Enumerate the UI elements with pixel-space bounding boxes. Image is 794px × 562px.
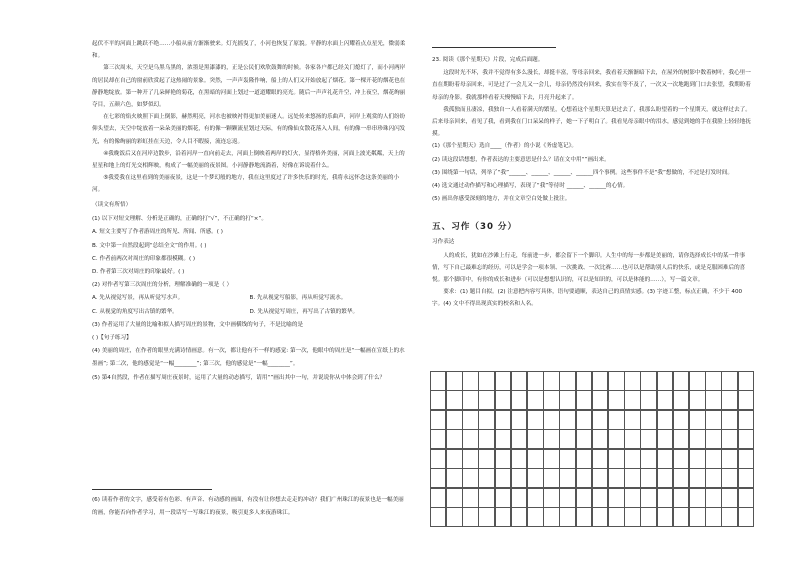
grid-cell[interactable]: [543, 390, 560, 410]
question-5: (5) 第4自然段，作者在描写周庄夜景时，运用了大量的动态描写，请用“”画出其中一句，并说说你从中体会到了什么？: [92, 374, 386, 381]
grid-cell[interactable]: [689, 488, 706, 508]
grid-cell[interactable]: [640, 371, 657, 391]
passage-paragraph: 第三次周末，天空是乌黑乌黑的，浓墨是黑漆漆的，正是公民们欢欣鼓舞的时候。各家各户都已经关门熄灯了，而小河两岸的居民却在自己的窗前欣赏起了这热闹的景象。突然，一声声轰隆作响，船上的人们又开始放起了烟花。第一棵开花的烟花也在静静地绽放。第一种开了几朵鲜艳的菊花，在黑暗的河面上划过一道道耀眼的亮光。随后一声声礼花升空，冲上夜空，烟花绚丽夺目，五颜六色，如梦似幻。: [92, 65, 406, 109]
grid-cell[interactable]: [495, 390, 512, 410]
grid-cell[interactable]: [624, 429, 641, 449]
grid-cell[interactable]: [462, 390, 479, 410]
grid-cell[interactable]: [527, 507, 544, 527]
grid-cell[interactable]: [511, 507, 528, 527]
grid-cell[interactable]: [689, 468, 706, 488]
q2-option-b: B. 先从视觉写船影，再从听觉写流水。: [249, 295, 347, 302]
grid-cell[interactable]: [640, 507, 657, 527]
grid-cell[interactable]: [576, 429, 593, 449]
grid-cell[interactable]: [543, 371, 560, 391]
grid-cell[interactable]: [738, 429, 755, 449]
grid-cell[interactable]: [738, 410, 755, 430]
grid-cell[interactable]: [657, 371, 674, 391]
question-3-tag: ( )【句子练习】: [92, 334, 132, 341]
grid-cell[interactable]: [576, 390, 593, 410]
grid-cell[interactable]: [543, 429, 560, 449]
grid-cell[interactable]: [738, 488, 755, 508]
grid-cell[interactable]: [430, 371, 447, 391]
reading-question: (4) 选文通过动作描写和心理描写，表现了“我”等待时 ______、______的心情。: [432, 183, 629, 190]
grid-cell[interactable]: [657, 429, 674, 449]
grid-cell[interactable]: [689, 390, 706, 410]
grid-cell[interactable]: [640, 390, 657, 410]
grid-cell[interactable]: [478, 371, 495, 391]
grid-cell[interactable]: [738, 449, 755, 469]
grid-cell[interactable]: [527, 390, 544, 410]
grid-cell[interactable]: [559, 410, 576, 430]
question-3: (3) 作者运用了大量的比喻和拟人描写周庄的景物，文中画横线的句子，不是比喻的是: [92, 321, 304, 328]
reading-question: (1)《那个星期天》选自____（作者）的小说《务虚笔记》。: [432, 143, 577, 150]
grid-cell[interactable]: [592, 468, 609, 488]
grid-cell[interactable]: [576, 507, 593, 527]
grid-cell[interactable]: [705, 410, 722, 430]
grid-cell[interactable]: [430, 468, 447, 488]
grid-cell[interactable]: [592, 429, 609, 449]
grid-cell[interactable]: [608, 449, 625, 469]
grid-cell[interactable]: [462, 429, 479, 449]
answer-line: [92, 489, 212, 490]
grid-cell[interactable]: [608, 468, 625, 488]
grid-cell[interactable]: [673, 449, 690, 469]
grid-cell[interactable]: [543, 468, 560, 488]
grid-cell[interactable]: [624, 410, 641, 430]
grid-cell[interactable]: [559, 507, 576, 527]
q2-option-d: D. 先从视觉写周庄，再写出了古镇的繁华。: [249, 308, 359, 315]
grid-cell[interactable]: [559, 371, 576, 391]
grid-cell[interactable]: [478, 468, 495, 488]
grid-cell[interactable]: [721, 429, 738, 449]
grid-cell[interactable]: [657, 390, 674, 410]
grid-cell[interactable]: [624, 468, 641, 488]
grid-cell[interactable]: [689, 410, 706, 430]
grid-cell[interactable]: [705, 468, 722, 488]
grid-cell[interactable]: [511, 449, 528, 469]
grid-cell[interactable]: [592, 390, 609, 410]
grid-cell[interactable]: [559, 429, 576, 449]
grid-cell[interactable]: [495, 488, 512, 508]
reading-paragraph: 这段时光不坏，我并不觉得有多么漫长，却挺丰富，等母亲回来，我看着天渐渐暗下去，在屋外的树影中数着树叶，我心里一直在期盼着母亲回来，可是过了一会儿又一会儿，母亲仍然没有回来，我实在等不及了，一次又一次地跑到门口去张望，我期盼着母亲的身影。我就那样看着天慢慢暗下去，月亮升起来了。: [432, 70, 751, 101]
grid-cell[interactable]: [721, 390, 738, 410]
grid-cell[interactable]: [608, 429, 625, 449]
grid-cell[interactable]: [462, 468, 479, 488]
grid-cell[interactable]: [624, 488, 641, 508]
grid-cell[interactable]: [673, 507, 690, 527]
grid-cell[interactable]: [624, 507, 641, 527]
grid-cell[interactable]: [705, 507, 722, 527]
answer-line: [432, 47, 556, 48]
q2-options-row: [92, 292, 407, 305]
right-column: [432, 54, 754, 311]
grid-cell[interactable]: [511, 410, 528, 430]
grid-cell[interactable]: [462, 410, 479, 430]
grid-cell[interactable]: [705, 449, 722, 469]
grid-cell[interactable]: [738, 468, 755, 488]
writing-grid[interactable]: [430, 371, 754, 527]
grid-cell[interactable]: [446, 468, 463, 488]
grid-cell[interactable]: [705, 429, 722, 449]
grid-cell[interactable]: [721, 507, 738, 527]
grid-cell[interactable]: [543, 449, 560, 469]
grid-cell[interactable]: [495, 410, 512, 430]
grid-cell[interactable]: [478, 507, 495, 527]
grid-cell[interactable]: [478, 488, 495, 508]
grid-cell[interactable]: [592, 507, 609, 527]
grid-cell[interactable]: [495, 371, 512, 391]
subsection-title: 习作表达: [432, 239, 455, 246]
grid-cell[interactable]: [738, 507, 755, 527]
grid-cell[interactable]: [559, 390, 576, 410]
grid-cell[interactable]: [721, 410, 738, 430]
grid-cell[interactable]: [576, 488, 593, 508]
passage-paragraph: ④我晚饭后又在河岸边散步，沿着河岸一直向前走去，河面上倒映着两岸的灯火，显得格外美丽，河面上波光粼粼，天上的星星和地上的灯光交相辉映，构成了一幅美丽的夜景图。小河静静地流淌着，好像在诉说着什么。: [92, 150, 405, 170]
grid-cell[interactable]: [721, 488, 738, 508]
grid-cell[interactable]: [446, 507, 463, 527]
writing-prompt: 人的成长，犹如在沙滩上行走，每前进一步，都会留下一个脚印。人生中的每一步都是美丽的，请你选择成长中的某一件事情，写下自己最难忘的经历，可以是学会一项本领、一次挑战、一次比赛……也可以是帮助别人后的快乐，或是克服困难后的喜悦。那个脚印中，有你的成长和进步（可以是想想认识的，可以是知识的，可以是体能的……），写一篇文章。: [432, 252, 746, 284]
grid-cell[interactable]: [689, 371, 706, 391]
q1-item-a: A. 短文主要写了作者游周庄的所见、所闻、所感。( ): [92, 229, 223, 236]
grid-cell[interactable]: [673, 371, 690, 391]
grid-cell[interactable]: [430, 390, 447, 410]
grid-cell[interactable]: [430, 429, 447, 449]
grid-cell[interactable]: [640, 429, 657, 449]
grid-cell[interactable]: [592, 449, 609, 469]
reading-question: (3) 围绕第一句话，列举了“我”______、______、______、______四个事例。这些事件不是“我”想做的，不过是打发时间。: [432, 169, 733, 176]
grid-cell[interactable]: [478, 410, 495, 430]
grid-cell[interactable]: [543, 488, 560, 508]
grid-cell[interactable]: [462, 488, 479, 508]
grid-cell[interactable]: [527, 449, 544, 469]
writing-requirements: 要求：(1) 题目自拟。(2) 注意把内容写具体，语句要通顺，表达自己的真情实感。(3) 字迹工整，标点正确，不少于 400 字。(4) 文中不得出现真实的校名和人名。: [432, 289, 743, 308]
grid-cell[interactable]: [478, 390, 495, 410]
grid-cell[interactable]: [446, 429, 463, 449]
question-4: (4) 美丽的周庄，在作者的眼里充满诗情画意。有一次，都让他有不一样的感觉: 第一次，他眼中的周庄是“一幅画在宣纸上的水墨画”; 第二次，他的感觉是“一幅________”; 第三次，他的感觉是“一幅________”。: [92, 348, 405, 368]
grid-cell[interactable]: [446, 410, 463, 430]
grid-cell[interactable]: [511, 390, 528, 410]
grid-cell[interactable]: [592, 488, 609, 508]
question-1: (1) 以下对短文理解、分析是正确的，正确的打“√”，不正确的打“×”。: [92, 216, 267, 223]
reading-question: (2) 读这段话想想，作者表达的主要意思是什么？请在文中用“”画出来。: [432, 156, 610, 163]
grid-cell[interactable]: [511, 429, 528, 449]
grid-cell[interactable]: [673, 468, 690, 488]
grid-cell[interactable]: [608, 390, 625, 410]
grid-cell[interactable]: [527, 429, 544, 449]
grid-cell[interactable]: [705, 390, 722, 410]
grid-cell[interactable]: [592, 371, 609, 391]
grid-cell[interactable]: [430, 507, 447, 527]
q2-option-c: C. 从视觉的角度写出古镇的繁华。: [92, 308, 178, 315]
grid-cell[interactable]: [495, 429, 512, 449]
grid-cell[interactable]: [624, 371, 641, 391]
grid-cell[interactable]: [543, 410, 560, 430]
grid-cell[interactable]: [705, 371, 722, 391]
grid-cell[interactable]: [657, 410, 674, 430]
grid-cell[interactable]: [478, 449, 495, 469]
grid-cell[interactable]: [673, 429, 690, 449]
grid-cell[interactable]: [657, 468, 674, 488]
grid-cell[interactable]: [673, 410, 690, 430]
grid-cell[interactable]: [592, 410, 609, 430]
grid-cell[interactable]: [689, 429, 706, 449]
grid-cell[interactable]: [721, 468, 738, 488]
section-title: 五、习作（30 分）: [432, 222, 518, 233]
q1-item-d: D. 作者第三次对周庄的印象最好。( ): [92, 268, 185, 275]
grid-cell[interactable]: [511, 488, 528, 508]
grid-cell[interactable]: [576, 410, 593, 430]
grid-cell[interactable]: [543, 507, 560, 527]
grid-cell[interactable]: [640, 488, 657, 508]
q2-options-row: [92, 306, 407, 319]
grid-cell[interactable]: [527, 488, 544, 508]
question-6: (6) 读着作者的文字，感受着有色彩、有声音、有动感的画面，有没有让你想去走走的冲动？我们广州珠江的夜景也是一幅美丽的画，你能否向作者学习，用一段话写一写珠江的夜景，吸引更多人来夜游珠江。: [92, 497, 404, 517]
grid-cell[interactable]: [640, 468, 657, 488]
passage-paragraph: ⑤我爱我在这里看到的美丽夜景，这是一个梦幻般的地方，我在这里度过了许多快乐的时光，我将永远怀念这条美丽的小河。: [92, 175, 400, 194]
grid-cell[interactable]: [576, 468, 593, 488]
grid-cell[interactable]: [559, 468, 576, 488]
grid-cell[interactable]: [511, 371, 528, 391]
grid-cell[interactable]: [721, 371, 738, 391]
grid-cell[interactable]: [495, 449, 512, 469]
grid-cell[interactable]: [559, 449, 576, 469]
grid-cell[interactable]: [640, 449, 657, 469]
grid-cell[interactable]: [511, 468, 528, 488]
grid-cell[interactable]: [608, 488, 625, 508]
grid-cell[interactable]: [495, 468, 512, 488]
grid-cell[interactable]: [673, 488, 690, 508]
grid-cell[interactable]: [738, 390, 755, 410]
grid-cell[interactable]: [689, 507, 706, 527]
grid-cell[interactable]: [446, 488, 463, 508]
grid-cell[interactable]: [446, 371, 463, 391]
grid-cell[interactable]: [495, 507, 512, 527]
grid-cell[interactable]: [446, 449, 463, 469]
grid-cell[interactable]: [576, 449, 593, 469]
grid-cell[interactable]: [462, 507, 479, 527]
passage-paragraph: 在七彩的焰火映照下面上倒影，赫然明亮，河水也被映衬得更加美丽迷人。远处传来悠扬的乐曲声，河岸上观赏的人们纷纷仰头望去，天空中绽放着一朵朵美丽的烟花，有的像一颗颗流星划过天际，有的像仙女散花落入人间，有的像一串串珍珠闪闪发光，有的像绚丽的彩虹挂在天边，令人目不暇接，流连忘返。: [92, 114, 406, 145]
grid-cell[interactable]: [608, 371, 625, 391]
reading-question: (5) 画出你感受深刻的地方，并在文章空白处做上批注。: [432, 196, 571, 203]
grid-cell[interactable]: [624, 390, 641, 410]
grid-cell[interactable]: [462, 449, 479, 469]
grid-cell[interactable]: [559, 488, 576, 508]
grid-cell[interactable]: [527, 410, 544, 430]
grid-cell[interactable]: [446, 390, 463, 410]
grid-cell[interactable]: [430, 449, 447, 469]
q1-item-c: C. 作者前两次对周庄的印象都很模糊。( ): [92, 255, 196, 262]
q2-option-a: A. 先从视觉写景，再从听觉写水声。: [92, 295, 184, 302]
grid-cell[interactable]: [527, 468, 544, 488]
reading-intro: 23. 阅读《那个星期天》片段，完成后面题。: [432, 57, 544, 63]
grid-cell[interactable]: [738, 371, 755, 391]
grid-cell[interactable]: [640, 410, 657, 430]
grid-cell[interactable]: [689, 449, 706, 469]
left-column: [92, 38, 407, 385]
passage-paragraph: 起伏不平的河面上跳跃不绝……小船从前方渐渐驶来。灯光摇曳了，小河也恢复了原貌。平静的水面上闪耀着点点星光，微弱柔和。: [92, 41, 406, 60]
section-heading: （读文有所悟）: [92, 201, 132, 208]
reading-paragraph: 我孤独而且凄凉，我独自一人看着满天的繁星，心想着这个星期天算是过去了，我那么盼望着的一个星期天，就这样过去了。后来母亲回来，看见了我，看到我在门口呆呆的样子，她一下子明白了。我看见母亲眼中的泪水，感觉到她的手在我脸上轻轻地抚摸。: [432, 106, 751, 138]
grid-cell[interactable]: [576, 371, 593, 391]
grid-cell[interactable]: [705, 488, 722, 508]
grid-cell[interactable]: [462, 371, 479, 391]
grid-cell[interactable]: [657, 507, 674, 527]
question-2: (2) 对作者写第三次周庄的分析，理解准确的一项是（ ）: [92, 282, 233, 289]
grid-cell[interactable]: [673, 390, 690, 410]
grid-cell[interactable]: [624, 449, 641, 469]
grid-cell[interactable]: [721, 449, 738, 469]
grid-cell[interactable]: [657, 488, 674, 508]
q1-item-b: B. 文中第一自然段起到“总结全文”的作用。( ): [92, 242, 207, 249]
grid-cell[interactable]: [430, 488, 447, 508]
grid-cell[interactable]: [608, 410, 625, 430]
grid-cell[interactable]: [608, 507, 625, 527]
grid-cell[interactable]: [478, 429, 495, 449]
grid-cell[interactable]: [657, 449, 674, 469]
grid-cell[interactable]: [430, 410, 447, 430]
grid-cell[interactable]: [527, 371, 544, 391]
